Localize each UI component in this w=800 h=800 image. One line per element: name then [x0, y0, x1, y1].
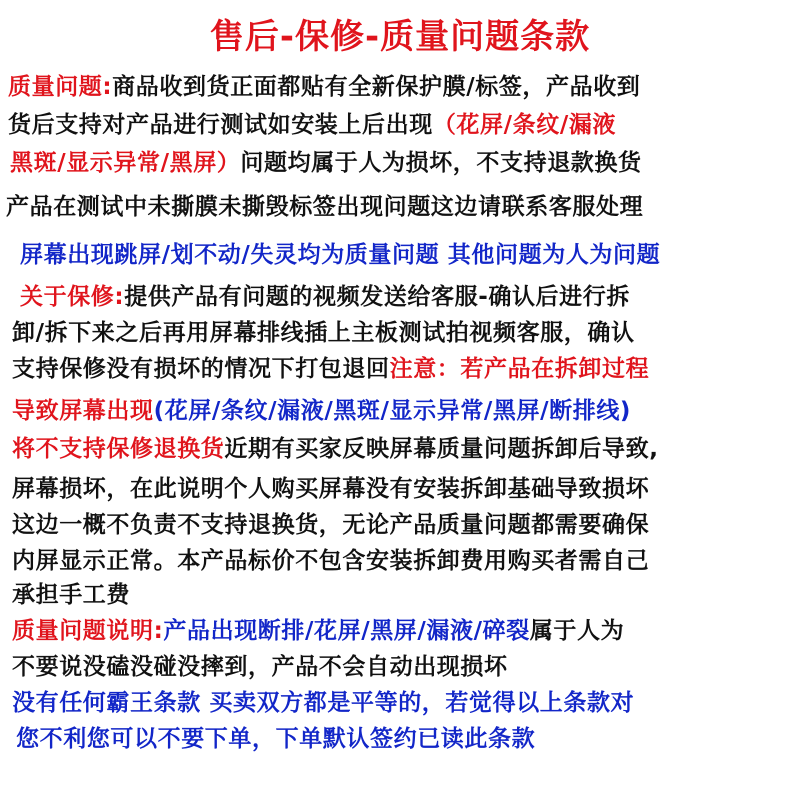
terms-text-segment: 您不利您可以不要下单，下单默认签约已读此条款	[16, 726, 536, 752]
terms-line	[0, 316, 800, 350]
terms-text-segment: 关于保修:	[20, 284, 125, 310]
terms-text-segment: 近期有买家反映屏幕质量问题拆卸后导致,	[224, 436, 659, 462]
terms-line	[0, 352, 800, 386]
terms-text-segment: 内屏显示正常。本产品标价不包含安装拆卸费用购买者需自己	[12, 548, 650, 574]
terms-text-segment: (花屏/条纹/漏液/黑斑/显示异常/黑屏/断排线)	[153, 398, 632, 424]
terms-text-segment: 黑斑/显示异常/黑屏）	[10, 150, 241, 176]
terms-text-segment: 注意：若产品在拆卸过程	[389, 356, 650, 382]
terms-line	[0, 472, 800, 506]
terms-text-segment: 卸/拆下来之后再用屏幕排线插上主板测试拍视频客服，确认	[12, 320, 635, 346]
terms-text-segment: （花屏/条纹/漏液	[432, 112, 617, 138]
terms-text-segment: 不要说没磕没碰没摔到，产品不会自动出现损坏	[12, 654, 508, 680]
terms-line	[0, 238, 800, 272]
terms-text-segment: 属于人为	[529, 618, 625, 644]
terms-line	[0, 432, 800, 466]
terms-line	[0, 578, 800, 612]
terms-text-segment: 提供产品有问题的视频发送给客服-确认后进行拆	[124, 284, 630, 310]
terms-text-segment: 将不支持保修退换货	[12, 436, 225, 462]
terms-text-segment: 商品收到货正面都贴有全新保护膜/标签，产品收到	[112, 74, 641, 100]
terms-line	[0, 508, 800, 542]
terms-text-segment: 导致屏幕出现	[12, 398, 154, 424]
terms-line	[0, 108, 800, 142]
terms-line	[0, 650, 800, 684]
terms-text-segment: 没有任何霸王条款 买卖双方都是平等的，若觉得以上条款对	[12, 690, 635, 716]
terms-text-segment: 屏幕损坏，在此说明个人购买屏幕没有安装拆卸基础导致损坏	[12, 476, 650, 502]
terms-text-segment: 这边一概不负责不支持退换货，无论产品质量问题都需要确保	[12, 512, 650, 538]
terms-line	[0, 614, 800, 648]
terms-text-segment: 支持保修没有损坏的情况下打包退回	[12, 356, 390, 382]
terms-line	[0, 146, 800, 180]
terms-text-segment: 质量问题说明:	[12, 618, 164, 644]
terms-line	[0, 70, 800, 104]
terms-text-segment: 问题均属于人为损坏，不支持退款换货	[240, 150, 642, 176]
terms-line	[0, 190, 800, 224]
terms-text-segment: 承担手工费	[12, 582, 130, 608]
terms-text-segment: 产品出现断排/花屏/黑屏/漏液/碎裂	[163, 618, 530, 644]
terms-text-segment: 货后支持对产品进行测试如安装上后出现	[8, 112, 433, 138]
page-title: 售后-保修-质量问题条款	[209, 17, 591, 57]
terms-line	[0, 544, 800, 578]
terms-line	[0, 280, 800, 314]
terms-line	[0, 394, 800, 428]
terms-text-segment: 屏幕出现跳屏/划不动/失灵均为质量问题 其他问题为人为问题	[20, 242, 661, 268]
terms-text-segment: 产品在测试中未撕膜未撕毁标签出现问题这边请联系客服处理	[6, 194, 644, 220]
terms-text-segment: 质量问题:	[8, 74, 113, 100]
terms-line	[0, 686, 800, 720]
terms-line	[0, 722, 800, 756]
